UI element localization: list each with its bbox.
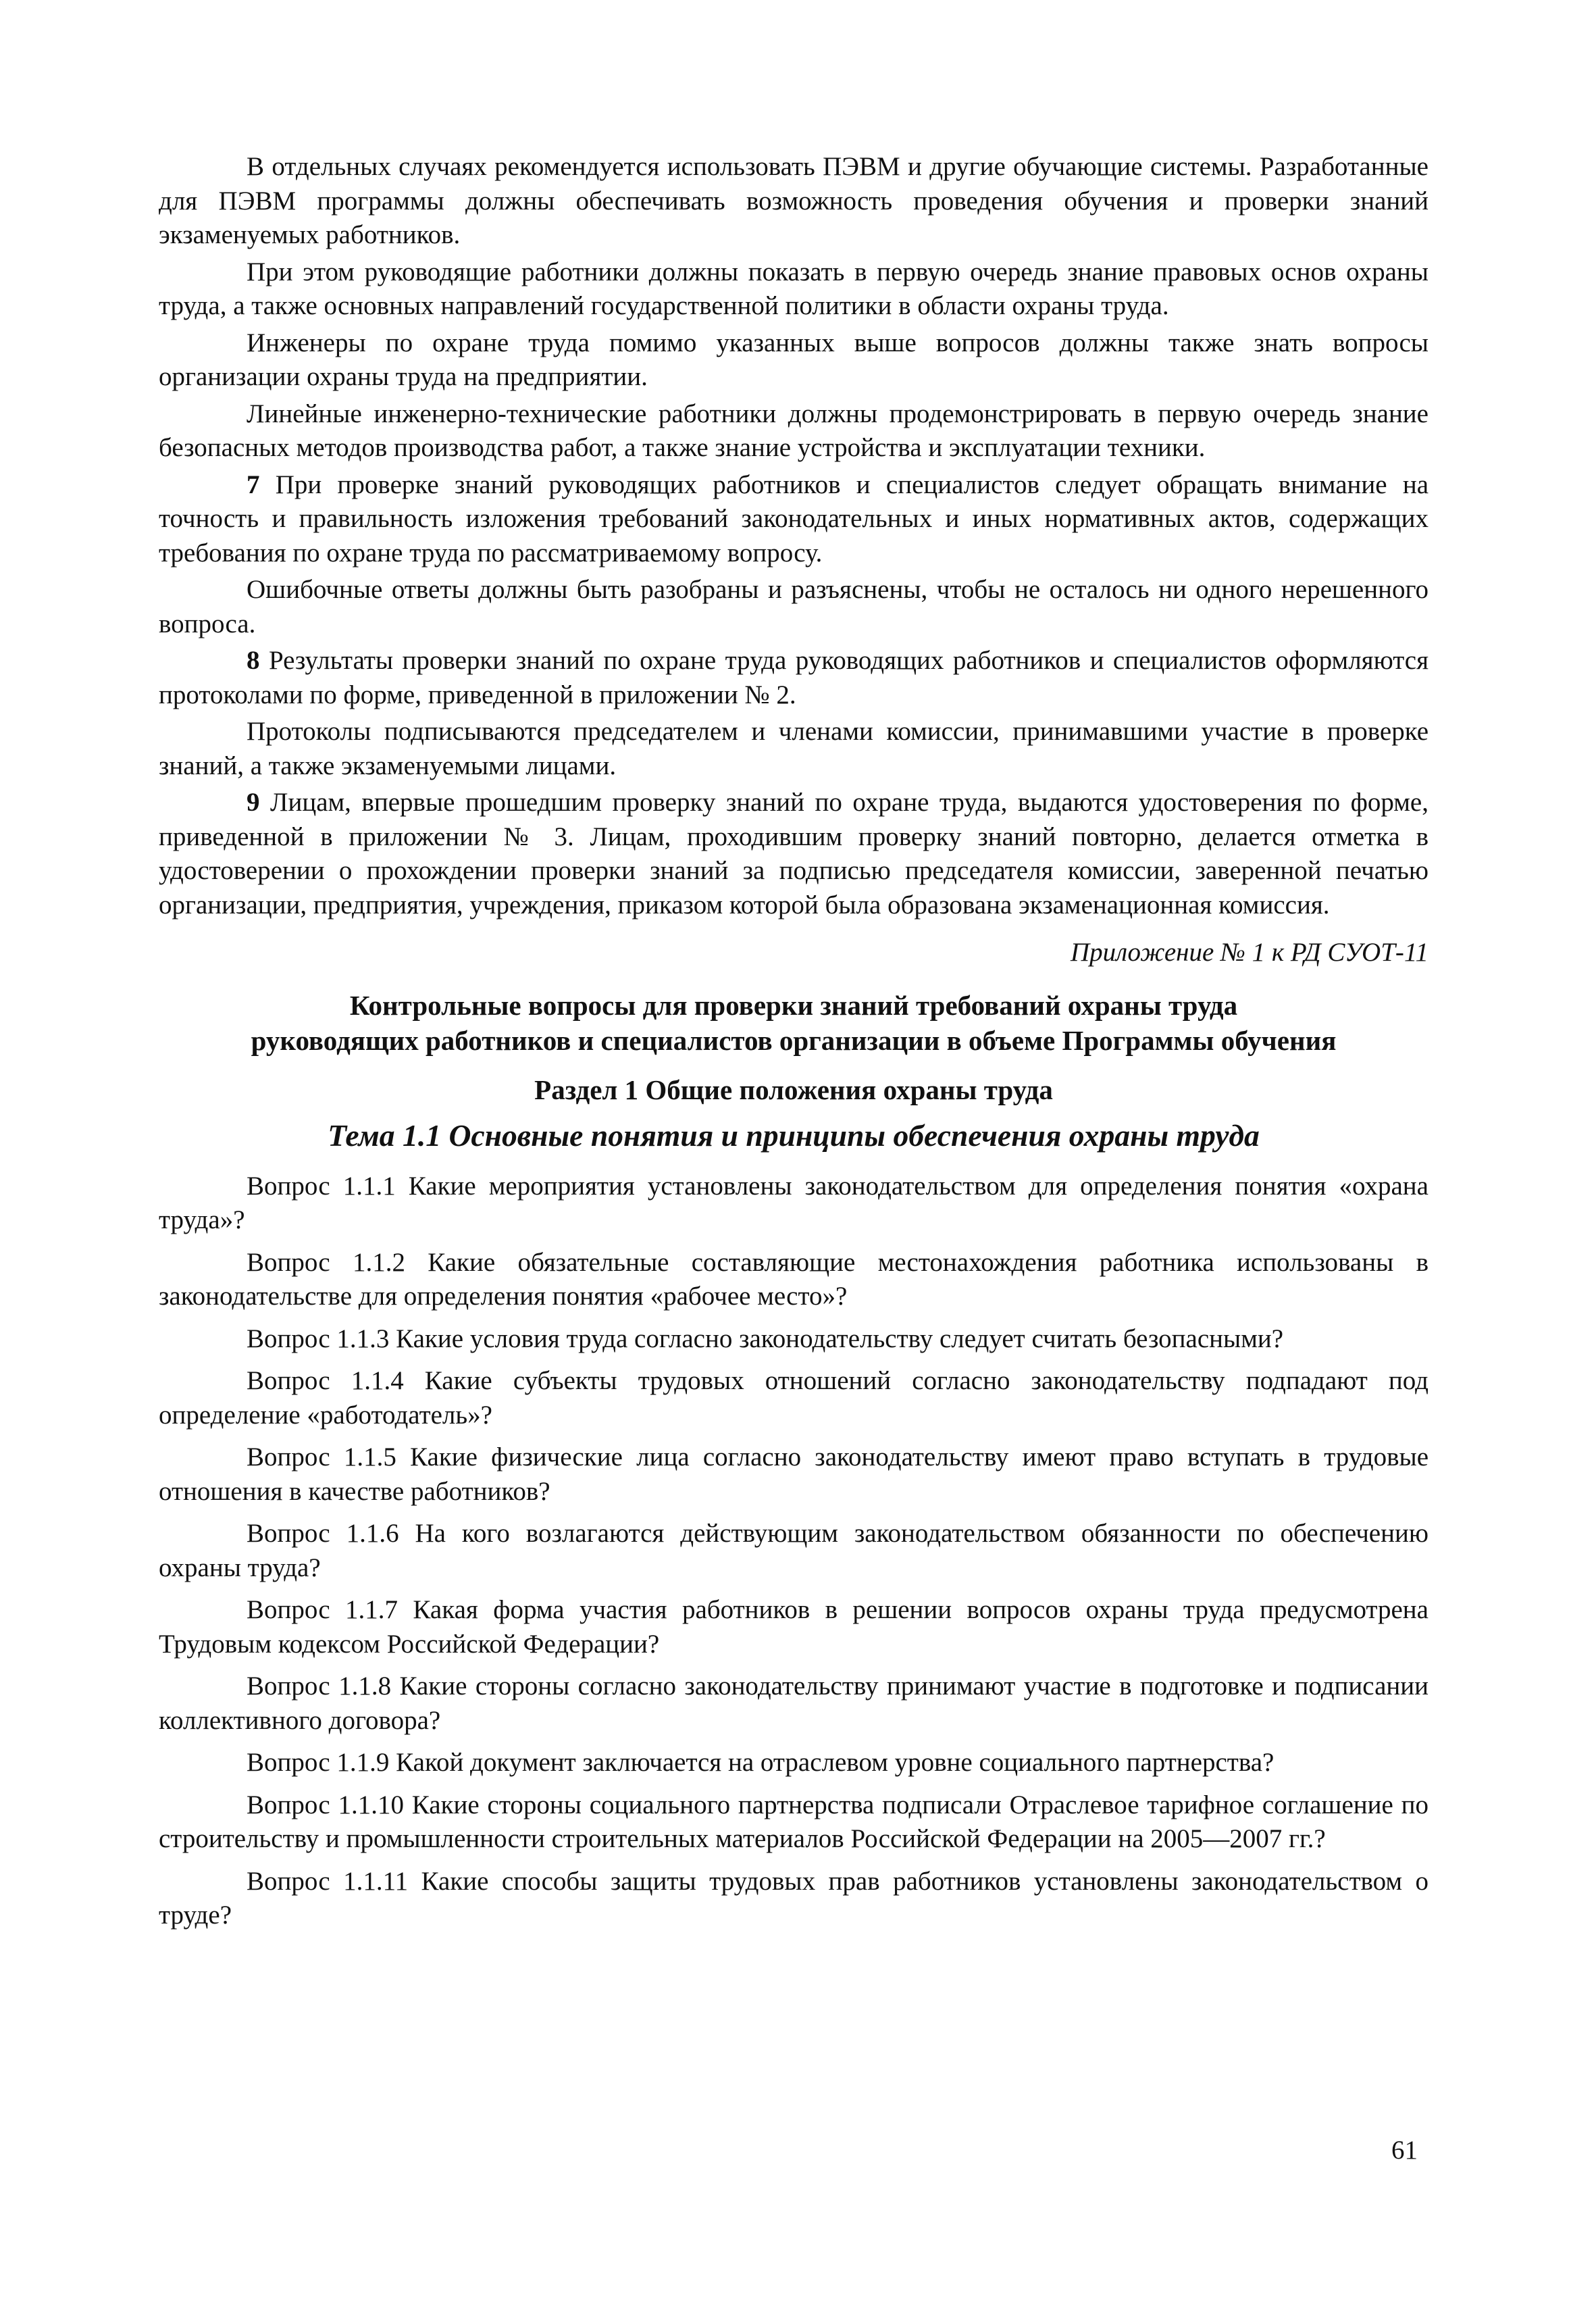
paragraph-text: Лицам, впервые прошедшим проверку знаний по охране труда, выдаются удостоверения по форме, приведенной в приложении № 3. Лицам, проходившим проверку знаний повторно, делается отметка в удостоверении о прохождении проверки знаний за подписью председателя комиссии, заверенной печатью организации, предприятия, учреждения, приказом которой была образована экзаменационная комиссия.	[159, 788, 1428, 920]
paragraph-text: Результаты проверки знаний по охране труда руководящих работников и специалистов оформляются протоколами по форме, приведенной в приложении № 2.	[159, 646, 1429, 709]
paragraph-text: Инженеры по охране труда помимо указанных выше вопросов должны также знать вопросы организации охраны труда на предприятии.	[159, 328, 1428, 391]
paragraph-number: 7	[247, 470, 260, 499]
document-title-line-1: Контрольные вопросы для проверки знаний требований охраны труда	[349, 989, 1238, 1021]
document-title-line-2: руководящих работников и специалистов организации в объеме Программы обучения	[251, 1024, 1337, 1056]
paragraph	[159, 255, 1428, 324]
question-item: Вопрос 1.1.6 На кого возлагаются действующим законодательством обязанности по обеспечению охраны труда?	[159, 1519, 1428, 1582]
appendix-reference: Приложение № 1 к РД СУОТ-11	[1070, 938, 1428, 967]
page-number: 61	[1391, 2136, 1418, 2165]
paragraph-text: Линейные инженерно-технические работники должны продемонстрировать в первую очередь знание безопасных методов производства работ, а также знание устройства и эксплуатации техники.	[159, 399, 1428, 462]
section-title: Раздел 1 Общие положения охраны труда	[534, 1074, 1053, 1105]
paragraph	[159, 150, 1428, 253]
question-item: Вопрос 1.1.1 Какие мероприятия установлены законодательством для определения понятия «охрана труда»?	[159, 1171, 1428, 1234]
paragraph	[159, 468, 1428, 571]
paragraph	[159, 786, 1428, 922]
question-item: Вопрос 1.1.8 Какие стороны согласно законодательству принимают участие в подготовке и подписании коллективного договора?	[159, 1671, 1428, 1735]
paragraph-text: Протоколы подписываются председателем и членами комиссии, принимавшими участие в проверке знаний, а также экзаменуемыми лицами.	[159, 717, 1428, 780]
paragraph	[159, 573, 1428, 641]
topic-title: Тема 1.1 Основные понятия и принципы обеспечения охраны труда	[328, 1118, 1260, 1153]
paragraph-number: 9	[247, 788, 260, 817]
question-item: Вопрос 1.1.5 Какие физические лица согласно законодательству имеют право вступать в трудовые отношения в качестве работников?	[159, 1442, 1428, 1506]
paragraph	[159, 397, 1428, 466]
question-item: Вопрос 1.1.4 Какие субъекты трудовых отношений согласно законодательству подпадают под определение «работодатель»?	[159, 1366, 1428, 1430]
paragraph	[159, 326, 1428, 395]
question-item: Вопрос 1.1.9 Какой документ заключается на отраслевом уровне социального партнерства?	[247, 1748, 1275, 1777]
paragraph	[159, 644, 1428, 712]
paragraph	[159, 715, 1428, 783]
paragraph-text: При проверке знаний руководящих работников и специалистов следует обращать внимание на точность и правильность изложения требований законодательных и иных нормативных актов, содержащих требования по охране труда по рассматриваемому вопросу.	[159, 470, 1429, 568]
paragraph-text: В отдельных случаях рекомендуется использовать ПЭВМ и другие обучающие системы. Разработанные для ПЭВМ программы должны обеспечивать возможность проведения обучения и проверки знаний экзаменуемых работников.	[159, 152, 1428, 249]
paragraph-text: При этом руководящие работники должны показать в первую очередь знание правовых основ охраны труда, а также основных направлений государственной политики в области охраны труда.	[159, 257, 1428, 320]
question-item: Вопрос 1.1.3 Какие условия труда согласно законодательству следует считать безопасными?	[247, 1324, 1284, 1353]
paragraph-number: 8	[247, 646, 260, 675]
question-item: Вопрос 1.1.11 Какие способы защиты трудовых прав работников установлены законодательством о труде?	[159, 1866, 1428, 1930]
paragraph-text: Ошибочные ответы должны быть разобраны и разъяснены, чтобы не осталось ни одного нерешенного вопроса.	[159, 575, 1428, 638]
question-item: Вопрос 1.1.2 Какие обязательные составляющие местонахождения работника использованы в законодательстве для определения понятия «рабочее место»?	[159, 1247, 1428, 1311]
document-page	[159, 150, 1428, 1941]
question-item: Вопрос 1.1.10 Какие стороны социального партнерства подписали Отраслевое тарифное соглашение по строительству и промышленности строительных материалов Российской Федерации на 2005—2007 гг.?	[159, 1790, 1428, 1853]
document-title	[159, 988, 1428, 1058]
question-item: Вопрос 1.1.7 Какая форма участия работников в решении вопросов охраны труда предусмотрена Трудовым кодексом Российской Федерации?	[159, 1595, 1428, 1659]
